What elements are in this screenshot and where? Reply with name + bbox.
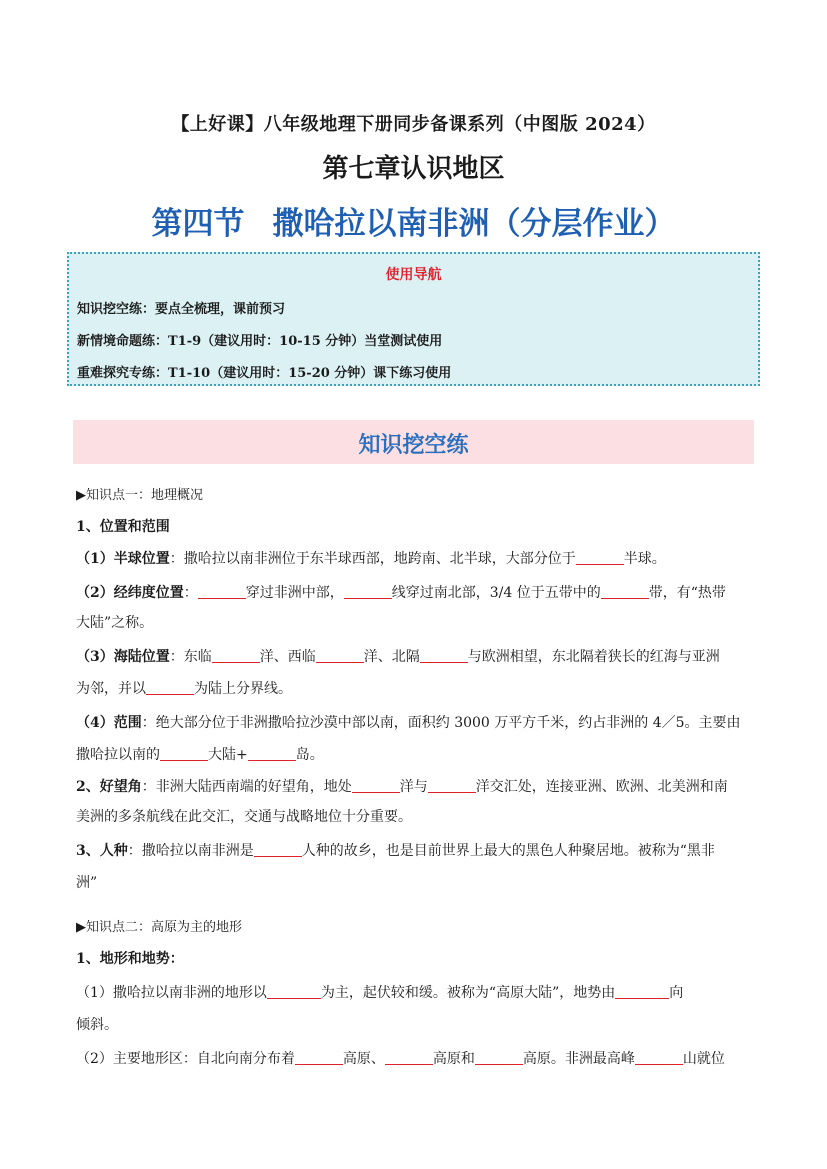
- fill-blank[interactable]: [615, 984, 669, 999]
- text-line: 倾斜。: [76, 1017, 118, 1033]
- text: ：东临: [169, 649, 212, 665]
- label: （2）经纬度位置: [76, 585, 184, 601]
- fill-blank[interactable]: [198, 584, 246, 599]
- fill-blank[interactable]: [254, 842, 302, 857]
- fill-blank[interactable]: [635, 1050, 683, 1065]
- fill-blank[interactable]: [146, 680, 194, 695]
- text: ：撒哈拉以南非洲是: [127, 843, 254, 859]
- text: 为主，起伏较和缓。被称为“高原大陆”，地势由: [320, 985, 616, 1001]
- knowledge-point-title: ▶知识点二：高原为主的地形: [76, 920, 242, 935]
- fill-blank[interactable]: [352, 778, 400, 793]
- text: 为邻，并以: [76, 681, 146, 697]
- text: 洋、北隔: [363, 649, 420, 665]
- text: 与欧洲相望，东北隔着狭长的红海与亚洲: [467, 649, 720, 665]
- fill-blank[interactable]: [601, 584, 649, 599]
- text-line: [76, 712, 741, 732]
- fill-blank[interactable]: [160, 746, 208, 761]
- banner-title: 知识挖空练: [358, 433, 469, 458]
- label: 2、好望角: [76, 779, 142, 795]
- text-line: [76, 646, 720, 666]
- text-line: 美洲的多条航线在此交汇，交通与战略地位十分重要。: [76, 809, 412, 825]
- text-line: [76, 582, 726, 602]
- text-line: [76, 776, 728, 796]
- text: 洋与: [399, 779, 428, 795]
- guide-title: 使用导航: [385, 267, 442, 283]
- text-line: 大陆”之称。: [76, 615, 154, 631]
- label: （1）半球位置: [76, 551, 170, 567]
- subheading: 1、地形和地势：: [76, 951, 184, 967]
- fill-blank[interactable]: [475, 1050, 523, 1065]
- label: （3）海陆位置: [76, 649, 170, 665]
- fill-blank[interactable]: [212, 648, 260, 663]
- text: 高原、: [342, 1051, 385, 1067]
- text: 撒哈拉以南的: [76, 747, 160, 763]
- text: （1）撒哈拉以南非洲的地形以: [76, 985, 267, 1001]
- fill-blank[interactable]: [420, 648, 468, 663]
- fill-blank[interactable]: [385, 1050, 433, 1065]
- text-line: [76, 1048, 725, 1068]
- text: 穿过非洲中部，: [245, 585, 344, 601]
- text: 半球。: [623, 551, 666, 567]
- fill-blank[interactable]: [267, 984, 321, 999]
- text: 岛。: [295, 747, 324, 763]
- text: ：绝大部分位于非洲撒哈拉沙漠中部以南，面积约 3000 万平方千米，约占非洲的 4／5。主要由: [141, 715, 741, 731]
- text-line: [76, 548, 666, 568]
- text: 洋交汇处，连接亚洲、欧洲、北美洲和南: [475, 779, 728, 795]
- text: 线穿过南北部，3/4 位于五带中的: [391, 585, 601, 601]
- text-line: [76, 840, 715, 860]
- series-title: 【上好课】八年级地理下册同步备课系列（中图版 2024）: [171, 114, 656, 135]
- text: 洋、西临: [259, 649, 316, 665]
- fill-blank[interactable]: [576, 550, 624, 565]
- usage-guide-box: [67, 252, 760, 386]
- guide-line: 重难探究专练：T1-10（建议用时：15-20 分钟）课下练习使用: [77, 366, 452, 381]
- fill-blank[interactable]: [428, 778, 476, 793]
- fill-blank[interactable]: [248, 746, 296, 761]
- text-line: [76, 678, 292, 698]
- text: ：撒哈拉以南非洲位于东半球西部，地跨南、北半球，大部分位于: [169, 551, 576, 567]
- fill-blank[interactable]: [344, 584, 392, 599]
- chapter-title: 第七章认识地区: [322, 154, 505, 184]
- label: （4）范围: [76, 715, 142, 731]
- text: 人种的故乡，也是目前世界上最大的黑色人种聚居地。被称为“黑非: [301, 843, 715, 859]
- text: 带，有“热带: [648, 585, 726, 601]
- section-name: 撒哈拉以南非洲（分层作业）: [272, 206, 676, 242]
- text: 为陆上分界线。: [194, 681, 292, 697]
- guide-line: 知识挖空练：要点全梳理，课前预习: [77, 302, 286, 317]
- text: 山就位: [682, 1051, 725, 1067]
- text: ：非洲大陆西南端的好望角，地处: [141, 779, 352, 795]
- text-line: 洲”: [76, 875, 98, 891]
- section-title: [0, 198, 827, 243]
- text-line: [76, 982, 683, 1002]
- fill-blank[interactable]: [295, 1050, 343, 1065]
- text: 高原和: [432, 1051, 475, 1067]
- knowledge-point-title: ▶知识点一：地理概况: [76, 488, 203, 503]
- fill-blank[interactable]: [316, 648, 364, 663]
- text: 高原。非洲最高峰: [522, 1051, 635, 1067]
- text: 大陆+: [208, 747, 248, 763]
- label: 3、人种: [76, 843, 128, 859]
- text: ：: [183, 585, 198, 601]
- subheading: 1、位置和范围: [76, 519, 170, 535]
- guide-line: 新情境命题练：T1-9（建议用时：10-15 分钟）当堂测试使用: [77, 334, 443, 349]
- section-banner: [73, 420, 754, 464]
- text: （2）主要地形区：自北向南分布着: [76, 1051, 295, 1067]
- section-number: 第四节: [151, 206, 245, 242]
- text: 向: [669, 985, 684, 1001]
- text-line: [76, 744, 324, 764]
